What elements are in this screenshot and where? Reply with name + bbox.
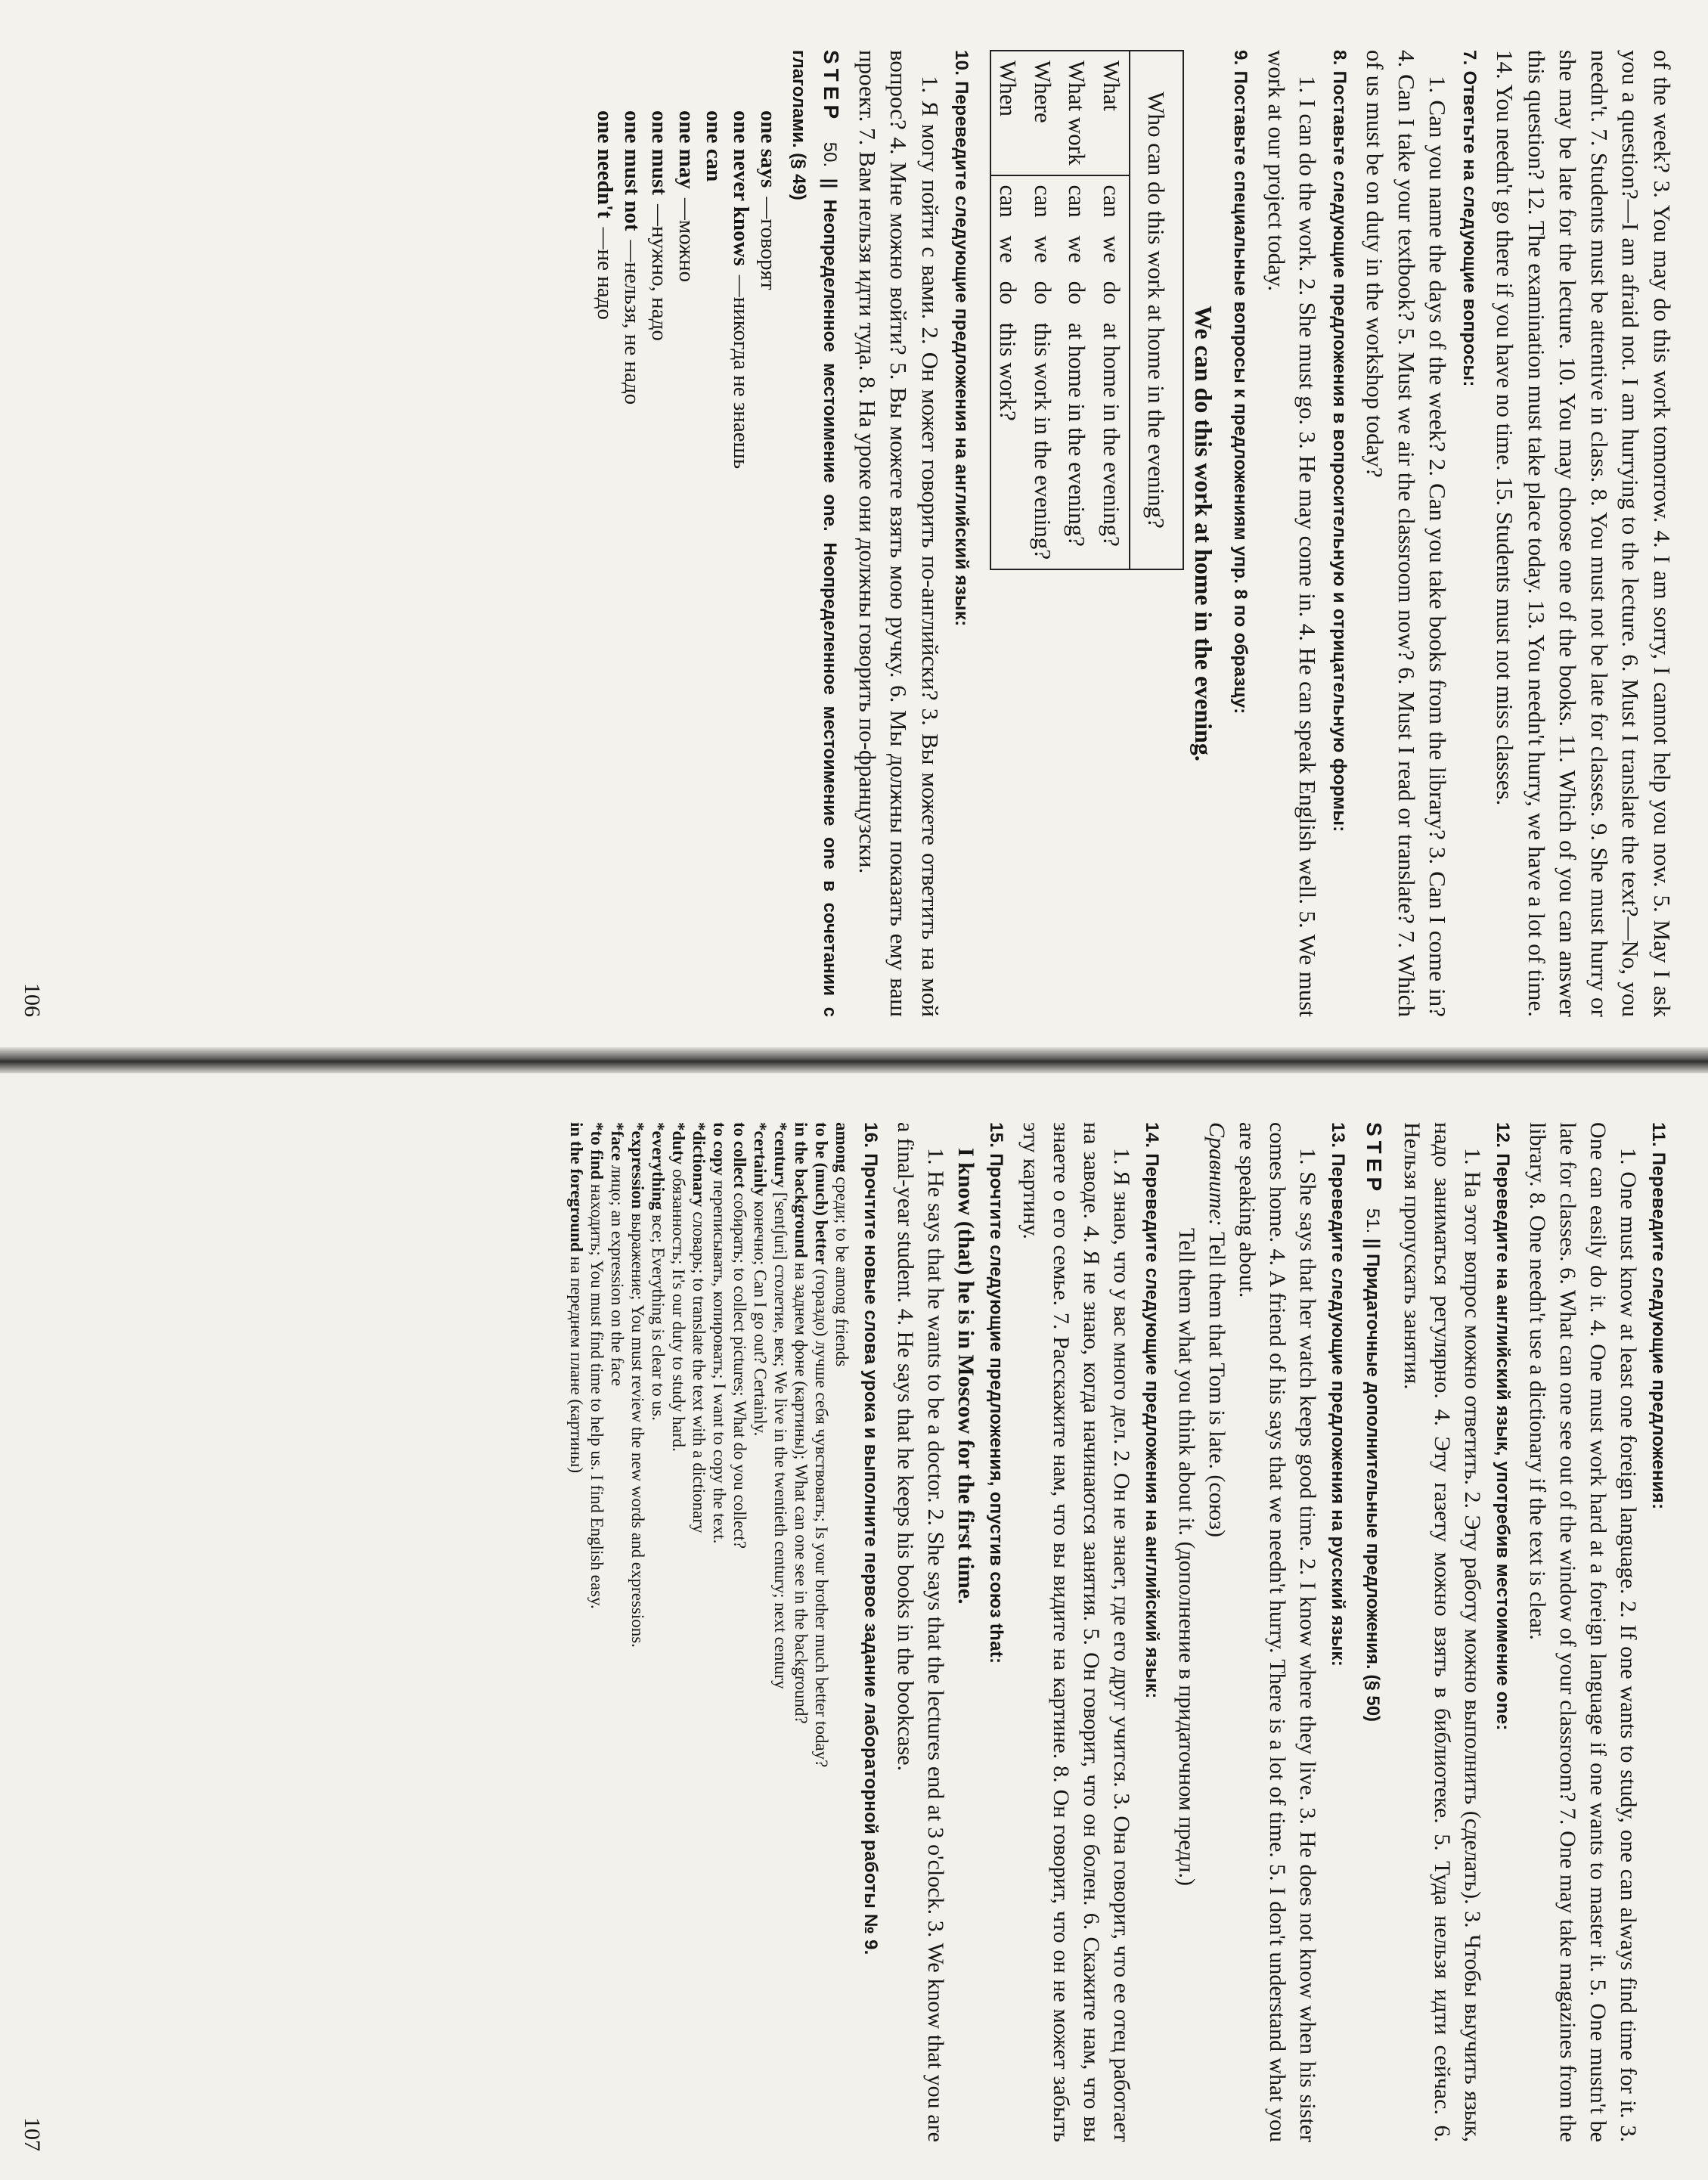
phrase-en: one must not [620, 110, 645, 231]
list-item [593, 110, 618, 1017]
vocab-word: *to find [587, 1122, 606, 1180]
list-item [587, 1122, 607, 2142]
table-row [1060, 51, 1095, 569]
table-cell: do [1030, 281, 1056, 305]
exercise-9-title: 9. Поставьте специальные вопросы к предложениям упр. 8 по образцу: [1230, 50, 1251, 715]
phrase-ru: —не надо [593, 227, 618, 320]
exercise-16-title: 16. Прочтите новые слова урока и выполните первое задание лабораторной работы № 9. [860, 1122, 881, 1955]
table-cell: can [1099, 185, 1125, 218]
phrase-ru: —никогда не знаешь [729, 274, 754, 470]
vocab-word: among [832, 1122, 851, 1173]
exercise-13-title: 13. Переведите следующие предложения на русский язык: [1328, 1122, 1348, 1667]
exercise-7-text: 1. Can you name the days of the week? 2. Can you take books from the library? 3. Can I come in? 4. Can I take your textbook? 5. Must we air the classroom now? 6. Must I read or translate? 7. Which of us must be on duty in the workshop today? [1362, 50, 1452, 1017]
list-item [832, 1122, 852, 2142]
phrase-ru: —нельзя, не надо [620, 240, 645, 405]
exercise-15-title: 15. Прочтите следующие предложения, опустив союз that: [986, 1122, 1006, 1664]
table-cell: at home in the evening? [1099, 322, 1125, 547]
list-item [791, 1122, 811, 2142]
vocab-gloss: конечно; Can I go out? Certainly. [751, 1201, 770, 1437]
exercise-7-title: 7. Ответьте на следующие вопросы: [1459, 50, 1480, 387]
vocab-gloss: лицо; an expression on the face [608, 1164, 627, 1387]
table-cell: we [1030, 235, 1056, 263]
vocab-word: *dictionary [690, 1122, 708, 1208]
phrase-en: one needn't [593, 110, 618, 219]
list-item [668, 1122, 689, 2142]
page-number: 107 [20, 2117, 45, 2151]
vocab-gloss: находить; You must find time to help us. I find English easy. [587, 1183, 606, 1609]
question-word: What [1095, 51, 1130, 175]
list-item [674, 110, 700, 1017]
exercise-11-title: 11. Переведите следующие предложения: [1648, 1122, 1669, 1510]
list-item [607, 1122, 628, 2142]
pattern-table-header: Who can do this work at home in the evening? [1130, 51, 1183, 569]
phrase-en: one can [702, 110, 727, 182]
phrase-ru: —можно [674, 197, 699, 283]
vocab-gloss: собирать; to collect pictures; What do you collect? [730, 1192, 749, 1549]
step-51-heading [1357, 1122, 1389, 2142]
table-cell: at home in the evening? [1064, 322, 1091, 547]
table-cell: we [1099, 235, 1125, 263]
exercise-10-text: 1. Я могу пойти с вами. 2. Он может говорить по-английски? 3. Вы можете ответить на мой вопрос? 4. Мне можно войти? 5. Вы можете взять мою ручку. 6. Мы должны показать ему ваш проект. 7. Вам нельзя идти туда. 8. На уроке они должны говорить по-французски. [854, 50, 944, 1017]
page-number: 106 [20, 983, 45, 1017]
phrase-en: one must [647, 110, 672, 195]
list-item [566, 1122, 587, 2142]
vocab-gloss: все; Everything is clear to us. [649, 1214, 668, 1421]
table-cell: can [1064, 185, 1091, 218]
table-cell: can [1030, 185, 1056, 218]
list-item [811, 1122, 832, 2142]
compare-line-2: Tell them what you think about it. (дополнение в придаточном предл.) [1174, 1228, 1199, 1886]
page-106 [0, 0, 1708, 1047]
page-106-text [30, 50, 1678, 1017]
vocab-gloss: выражение; You must review the new words and expressions. [628, 1213, 647, 1648]
list-item [702, 110, 727, 1017]
exercise-12-title: 12. Переведите на английский язык, употребив местоимение one: [1493, 1122, 1513, 1731]
continued-paragraph: of the week? 3. You may do this work tomorrow. 4. I am sorry, I cannot help you now. 5. May I ask you a question?—I am afraid not. I am hurrying to the lecture. 6. Must I translate the text?—No, you needn't. 7. Students must be attentive in class. 8. You must not be late for classes. 9. She must hurry or she may be late for the lecture. 10. You may choose one of the books. 11. Which of you can answer this question? 12. The examination must take place today. 13. You needn't hurry, we have a lot of time. 14. You needn't go there if you have no time. 15. Students must not miss classes. [1492, 50, 1675, 1017]
phrase-en: one never knows [729, 110, 754, 266]
table-row [1026, 51, 1061, 569]
table-row [991, 51, 1026, 569]
exercise-11-text: 1. One must know at least one foreign language. 2. If one wants to study, one can always find time for it. 3. One can easily do it. 4. One must work hard at a foreign language if one wants to master it. 5. One mustn't be late for classes. 6. What can one see out of the window of your classroom? 7. One may take magazines from the library. 8. One needn't use a dictionary if the text is clear. [1525, 1122, 1641, 2142]
list-item [730, 1122, 750, 2142]
question-word: Where [1026, 51, 1061, 175]
compare-line-1: Tell them that Tom is late. (союз) [1204, 1232, 1229, 1537]
phrase-en: one may [674, 110, 699, 189]
pattern-table [991, 51, 1183, 569]
compare-label: Сравните: [1204, 1122, 1229, 1226]
step-number: 51. [1362, 1208, 1383, 1234]
book-spine [0, 1047, 1708, 1073]
vocab-gloss: на заднем фоне (картины); What can one see in the background? [792, 1262, 811, 1724]
vocab-word: *everything [649, 1122, 668, 1211]
table-cell: do [995, 281, 1022, 305]
table-cell: this work? [995, 322, 1022, 421]
vocabulary-list [566, 1122, 852, 2142]
exercise-14-text: 1. Я знаю, что у вас много дел. 2. Он не знает, где его друг учится. 3. Она говорит, что ее отец работает на заводе. 4. Я не знаю, когда начинаются занятия. 5. Он говорит, что он болен. 6. Скажите нам, что вы знаете о его семье. 7. Расскажите нам, что вы видите на картине. 8. Он говорит, что он не может забыть эту картину. [1018, 1122, 1134, 2142]
list-item [770, 1122, 791, 2142]
exercise-8-title: 8. Поставьте следующие предложения в вопросительную и отрицательную формы: [1329, 50, 1350, 833]
exercise-13-text: 1. She says that her watch keeps good time. 2. I know where they live. 3. He does not know when his sister comes home. 4. A friend of his says that we needn't hurry. There is a lot of time. 5. I don't understand what you are speaking about. [1235, 1122, 1320, 2142]
vocab-gloss: на переднем плане (картины) [567, 1256, 586, 1474]
vocab-word: *expression [628, 1122, 647, 1209]
vocab-gloss: словарь; to translate the text with a dictionary [690, 1211, 708, 1533]
compare-block [1201, 1122, 1232, 2142]
vocab-word: *face [608, 1122, 627, 1161]
step-number: 50. [820, 141, 841, 168]
list-item [620, 110, 646, 1017]
table-cell: do [1099, 281, 1125, 305]
vocab-word: to collect [730, 1122, 749, 1189]
one-phrase-list [593, 50, 782, 1017]
vocab-word: *duty [669, 1122, 688, 1165]
vocab-word: in the foreground [567, 1122, 586, 1252]
vocab-gloss: ['sentʃuri] столетие, век; We live in the twentieth century; next century [771, 1192, 790, 1689]
list-item [628, 1122, 648, 2142]
exercise-10-title: 10. Переведите следующие предложения на английский язык: [951, 50, 972, 627]
vocab-gloss: обязанность; It's our duty to study hard. [669, 1169, 688, 1452]
step-title: || Придаточные дополнительные предложения. (§ 50) [1362, 1238, 1383, 1723]
table-cell: do [1064, 281, 1091, 305]
table-cell: we [1064, 235, 1091, 263]
vocab-word: in the background [792, 1122, 811, 1258]
exercise-9-model: We can do this work at home in the evening. [1190, 305, 1217, 761]
exercise-14-title: 14. Переведите следующие предложения на английский язык: [1142, 1122, 1162, 1699]
vocab-word: *certainly [751, 1122, 770, 1197]
phrase-en: one says [756, 110, 781, 188]
list-item [750, 1122, 770, 2142]
exercise-8-text: 1. I can do the work. 2. She must go. 3. He may come in. 4. He can speak English well. 5. We must work at our project today. [1263, 50, 1322, 1017]
list-item [709, 1122, 730, 2142]
page-107-text [30, 1122, 1678, 2142]
exercise-15-text: 1. He says that he wants to be a doctor. 2. She says that the lectures end at 3 o'clock. 3. We know that you are a final-year student. 4. He says that he keeps his books in the bookcase. [893, 1122, 948, 2142]
step-50-heading [783, 50, 848, 1017]
exercise-12-text: 1. На этот вопрос можно ответить. 2. Эту работу можно выполнить (сделать). 3. Чтобы выучить язык, надо заниматься регулярно. 4. Эту газету можно взять в библиотеке. 5. Туда нельзя идти сейчас. 6. Нельзя пропускать занятия. [1400, 1122, 1485, 2142]
vocab-gloss: (гораздо) лучше себя чувствовать; Is your brother much better today? [812, 1269, 831, 1768]
table-cell: can [995, 185, 1022, 218]
list-item [647, 110, 673, 1017]
list-item [756, 110, 782, 1017]
list-item [689, 1122, 709, 2142]
list-item [729, 110, 755, 1017]
page-107-content [0, 1074, 1708, 2180]
exercise-15-model: I know (that) he is in Moscow for the first time. [953, 1148, 978, 1605]
table-cell: this work in the evening? [1030, 322, 1056, 560]
table-cell: we [995, 235, 1022, 263]
phrase-ru: —нужно, надо [647, 203, 672, 341]
phrase-ru: —говорят [756, 197, 781, 290]
question-word: When [991, 51, 1026, 175]
vocab-word: to copy [710, 1122, 729, 1176]
pattern-table-box [990, 50, 1185, 570]
table-row [1095, 51, 1130, 569]
vocab-gloss: переписывать, копировать; I want to copy the text. [710, 1180, 729, 1544]
step-label: STEP [820, 50, 844, 124]
vocab-word: *century [771, 1122, 790, 1188]
vocab-word: to be (much) better [812, 1122, 831, 1265]
vocab-gloss: среди; to be among friends [832, 1177, 851, 1367]
list-item [648, 1122, 668, 2142]
question-word: What work [1060, 51, 1095, 175]
step-title: || Неопределенное местоимение one. Неопределенное местоимение one в сочетании с глаголами. (§ 49) [789, 50, 841, 1017]
step-label: STEP [1362, 1122, 1386, 1196]
